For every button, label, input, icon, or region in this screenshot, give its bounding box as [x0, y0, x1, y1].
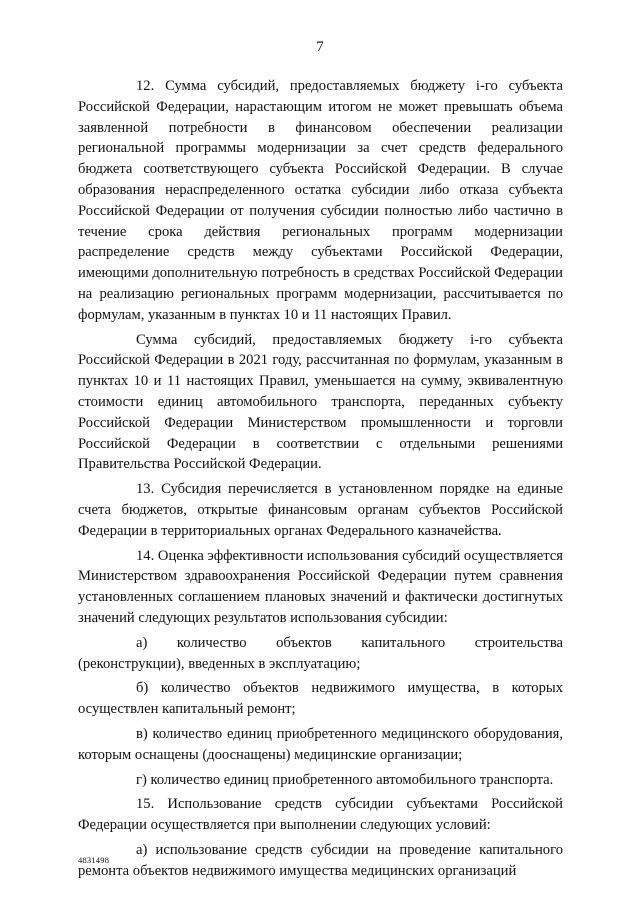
list-item-g: г) количество единиц приобретенного автомобильного транспорта.: [136, 771, 554, 788]
list-item-a: а) количество объектов капитального строительства (реконструкции), введенных в эксплуатацию;: [78, 634, 563, 672]
paragraph-15-item-a: а) использование средств субсидии на проведение капитального ремонта объектов недвижимого имущества медицинских организаций: [78, 841, 563, 879]
paragraph-13: 13. Субсидия перечисляется в установленном порядке на единые счета бюджетов, открытые финансовым органам субъектов Российской Федерации в территориальных органах Федерального казначейства.: [78, 481, 563, 539]
document-body: [78, 76, 563, 881]
paragraph-14: 14. Оценка эффективности использования субсидий осуществляется Министерством здравоохранения Российской Федерации путем сравнения установленных соглашением плановых значений и фактически достигнутых значений следующих результатов использования субсидии:: [78, 547, 563, 626]
page-number: 7: [316, 39, 324, 55]
paragraph-12: 12. Сумма субсидий, предоставляемых бюджету i-го субъекта Российской Федерации, нарастающим итогом не может превышать объема заявленной потребности в финансовом обеспечении реализации региональной программы модернизации за счет средств федерального бюджета соответствующего субъекта Российской Федерации. В случае образования нераспределенного остатка субсидии либо отказа субъекта Российской Федерации от получения субсидии полностью либо частично в течение срока действия региональных программ модернизации распределение средств между субъектами Российской Федерации, имеющими дополнительную потребность в средствах Российской Федерации на реализацию региональных программ модернизации, рассчитывается по формулам, указанным в пунктах 10 и 11 настоящих Правил.: [78, 78, 563, 323]
paragraph-subsidy-2021: Сумма субсидий, предоставляемых бюджету i-го субъекта Российской Федерации в 2021 году, рассчитанная по формулам, указанным в пунктах 10 и 11 настоящих Правил, уменьшается на сумму, эквивалентную стоимости единиц автомобильного транспорта, переданных субъекту Российской Федерации Министерством промышленности и торговли Российской Федерации в соответствии с отдельными решениями Правительства Российской Федерации.: [78, 331, 563, 473]
list-item-v: в) количество единиц приобретенного медицинского оборудования, которым оснащены (дооснащены) медицинские организации;: [78, 725, 563, 763]
paragraph-15: 15. Использование средств субсидии субъектами Российской Федерации осуществляется при выполнении следующих условий:: [78, 796, 563, 834]
list-item-b: б) количество объектов недвижимого имущества, в которых осуществлен капитальный ремонт;: [78, 680, 563, 718]
document-code: 4831498: [78, 855, 110, 865]
